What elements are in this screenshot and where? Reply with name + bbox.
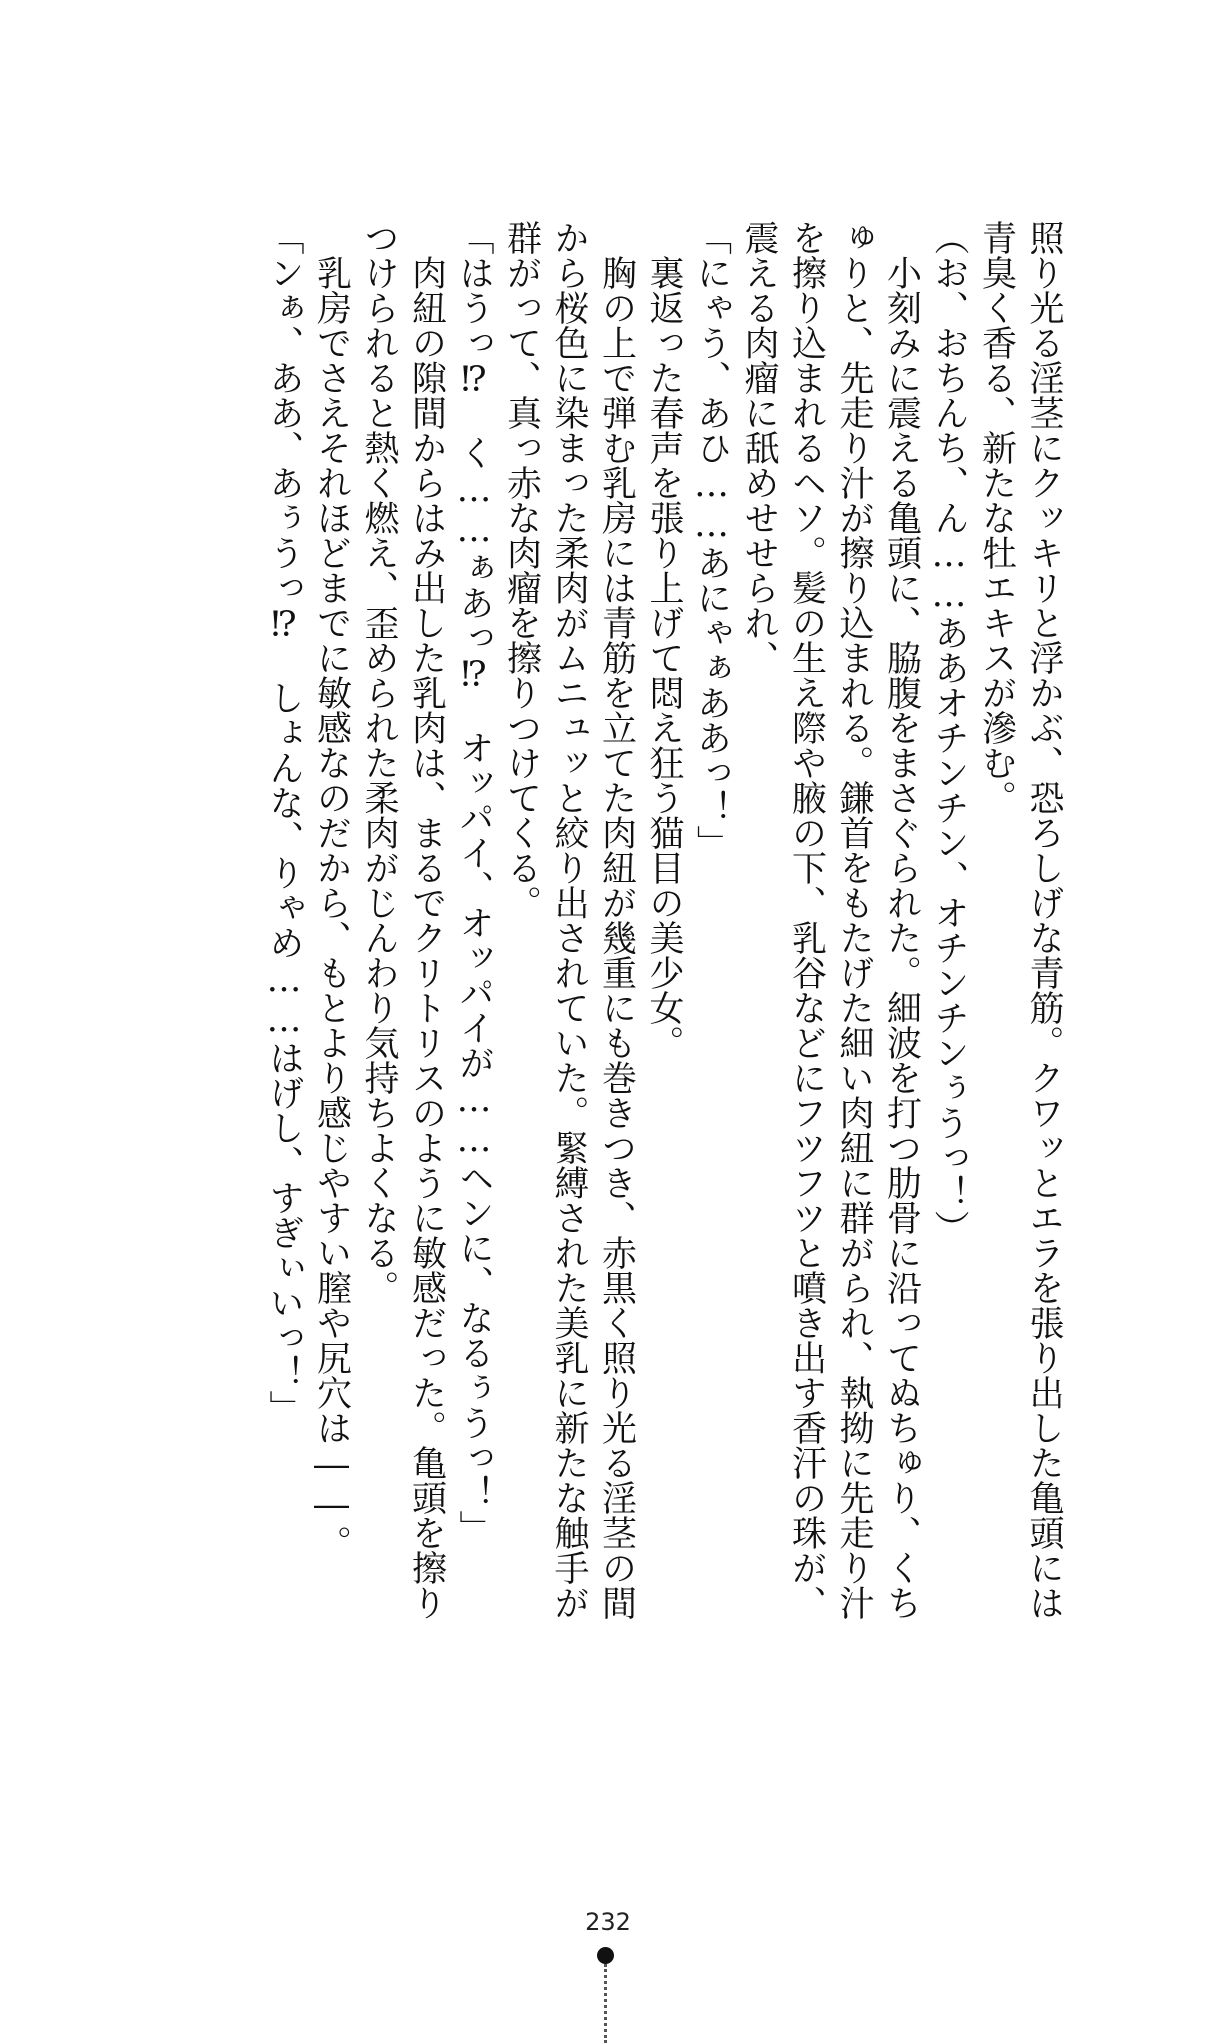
folio-dotted-rule bbox=[604, 1964, 607, 2043]
text-line-5: ゅりと、先走り汁が擦り込まれる。鎌首をもたげた細い肉紐に群がられ、執拗に先走り汁 bbox=[834, 220, 874, 1620]
text-line-10: 胸の上で弾む乳房には青筋を立てた肉紐が幾重にも巻きつき、赤黒く照り光る淫茎の間 bbox=[596, 220, 637, 1620]
text-line-9: 裏返った春声を張り上げて悶え狂う猫目の美少女。 bbox=[644, 220, 684, 1060]
text-line-12: 群がって、真っ赤な肉瘤を擦りつけてくる。 bbox=[501, 220, 542, 920]
text-line-13: 「はうっ⁉ く……ぁあっ⁉ オッパイ、オッパイが……ヘンに、なるぅうっ！」 bbox=[454, 220, 494, 1545]
text-line-17: 「ンぁ、ああ、あぅうっ⁉ しょんな、りゃめ……はげし、すぎぃいっ！」 bbox=[264, 220, 304, 1425]
page-number: 232 bbox=[585, 1908, 631, 1936]
text-line-11: から桜色に染まった柔肉がムニュッと絞り出されていた。緊縛された美乳に新たな触手が bbox=[549, 220, 589, 1620]
folio-dot-ornament bbox=[597, 1947, 614, 1964]
text-line-3: （お、おちんち、ん……ああオチンチン、オチンチンぅうっ！） bbox=[929, 220, 969, 1245]
text-line-15: つけられると熱く燃え、歪められた柔肉がじんわり気持ちよくなる。 bbox=[359, 220, 399, 1305]
text-line-1: 照り光る淫茎にクッキリと浮かぶ、恐ろしげな青筋。クワッとエラを張り出した亀頭には bbox=[1024, 220, 1064, 1620]
text-line-16: 乳房でさえそれほどまでに敏感なのだから、もとより感じやすい膣や尻穴は――。 bbox=[311, 220, 352, 1560]
text-line-2: 青臭く香る、新たな牡エキスが滲む。 bbox=[976, 220, 1017, 815]
text-line-4: 小刻みに震える亀頭に、脇腹をまさぐられた。細波を打つ肋骨に沿ってぬちゅり、くち bbox=[881, 220, 922, 1620]
text-line-7: 震える肉瘤に舐めせせられ、 bbox=[739, 220, 779, 675]
text-line-8: 「にゃう、あひ……あにゃぁああっ！」 bbox=[691, 220, 732, 860]
text-line-6: を擦り込まれるヘソ。髪の生え際や腋の下、乳谷などにフツフツと噴き出す香汗の珠が、 bbox=[786, 220, 827, 1620]
text-line-14: 肉紐の隙間からはみ出した乳肉は、まるでクリトリスのように敏感だった。亀頭を擦り bbox=[406, 220, 447, 1620]
body-text bbox=[260, 220, 1068, 1720]
